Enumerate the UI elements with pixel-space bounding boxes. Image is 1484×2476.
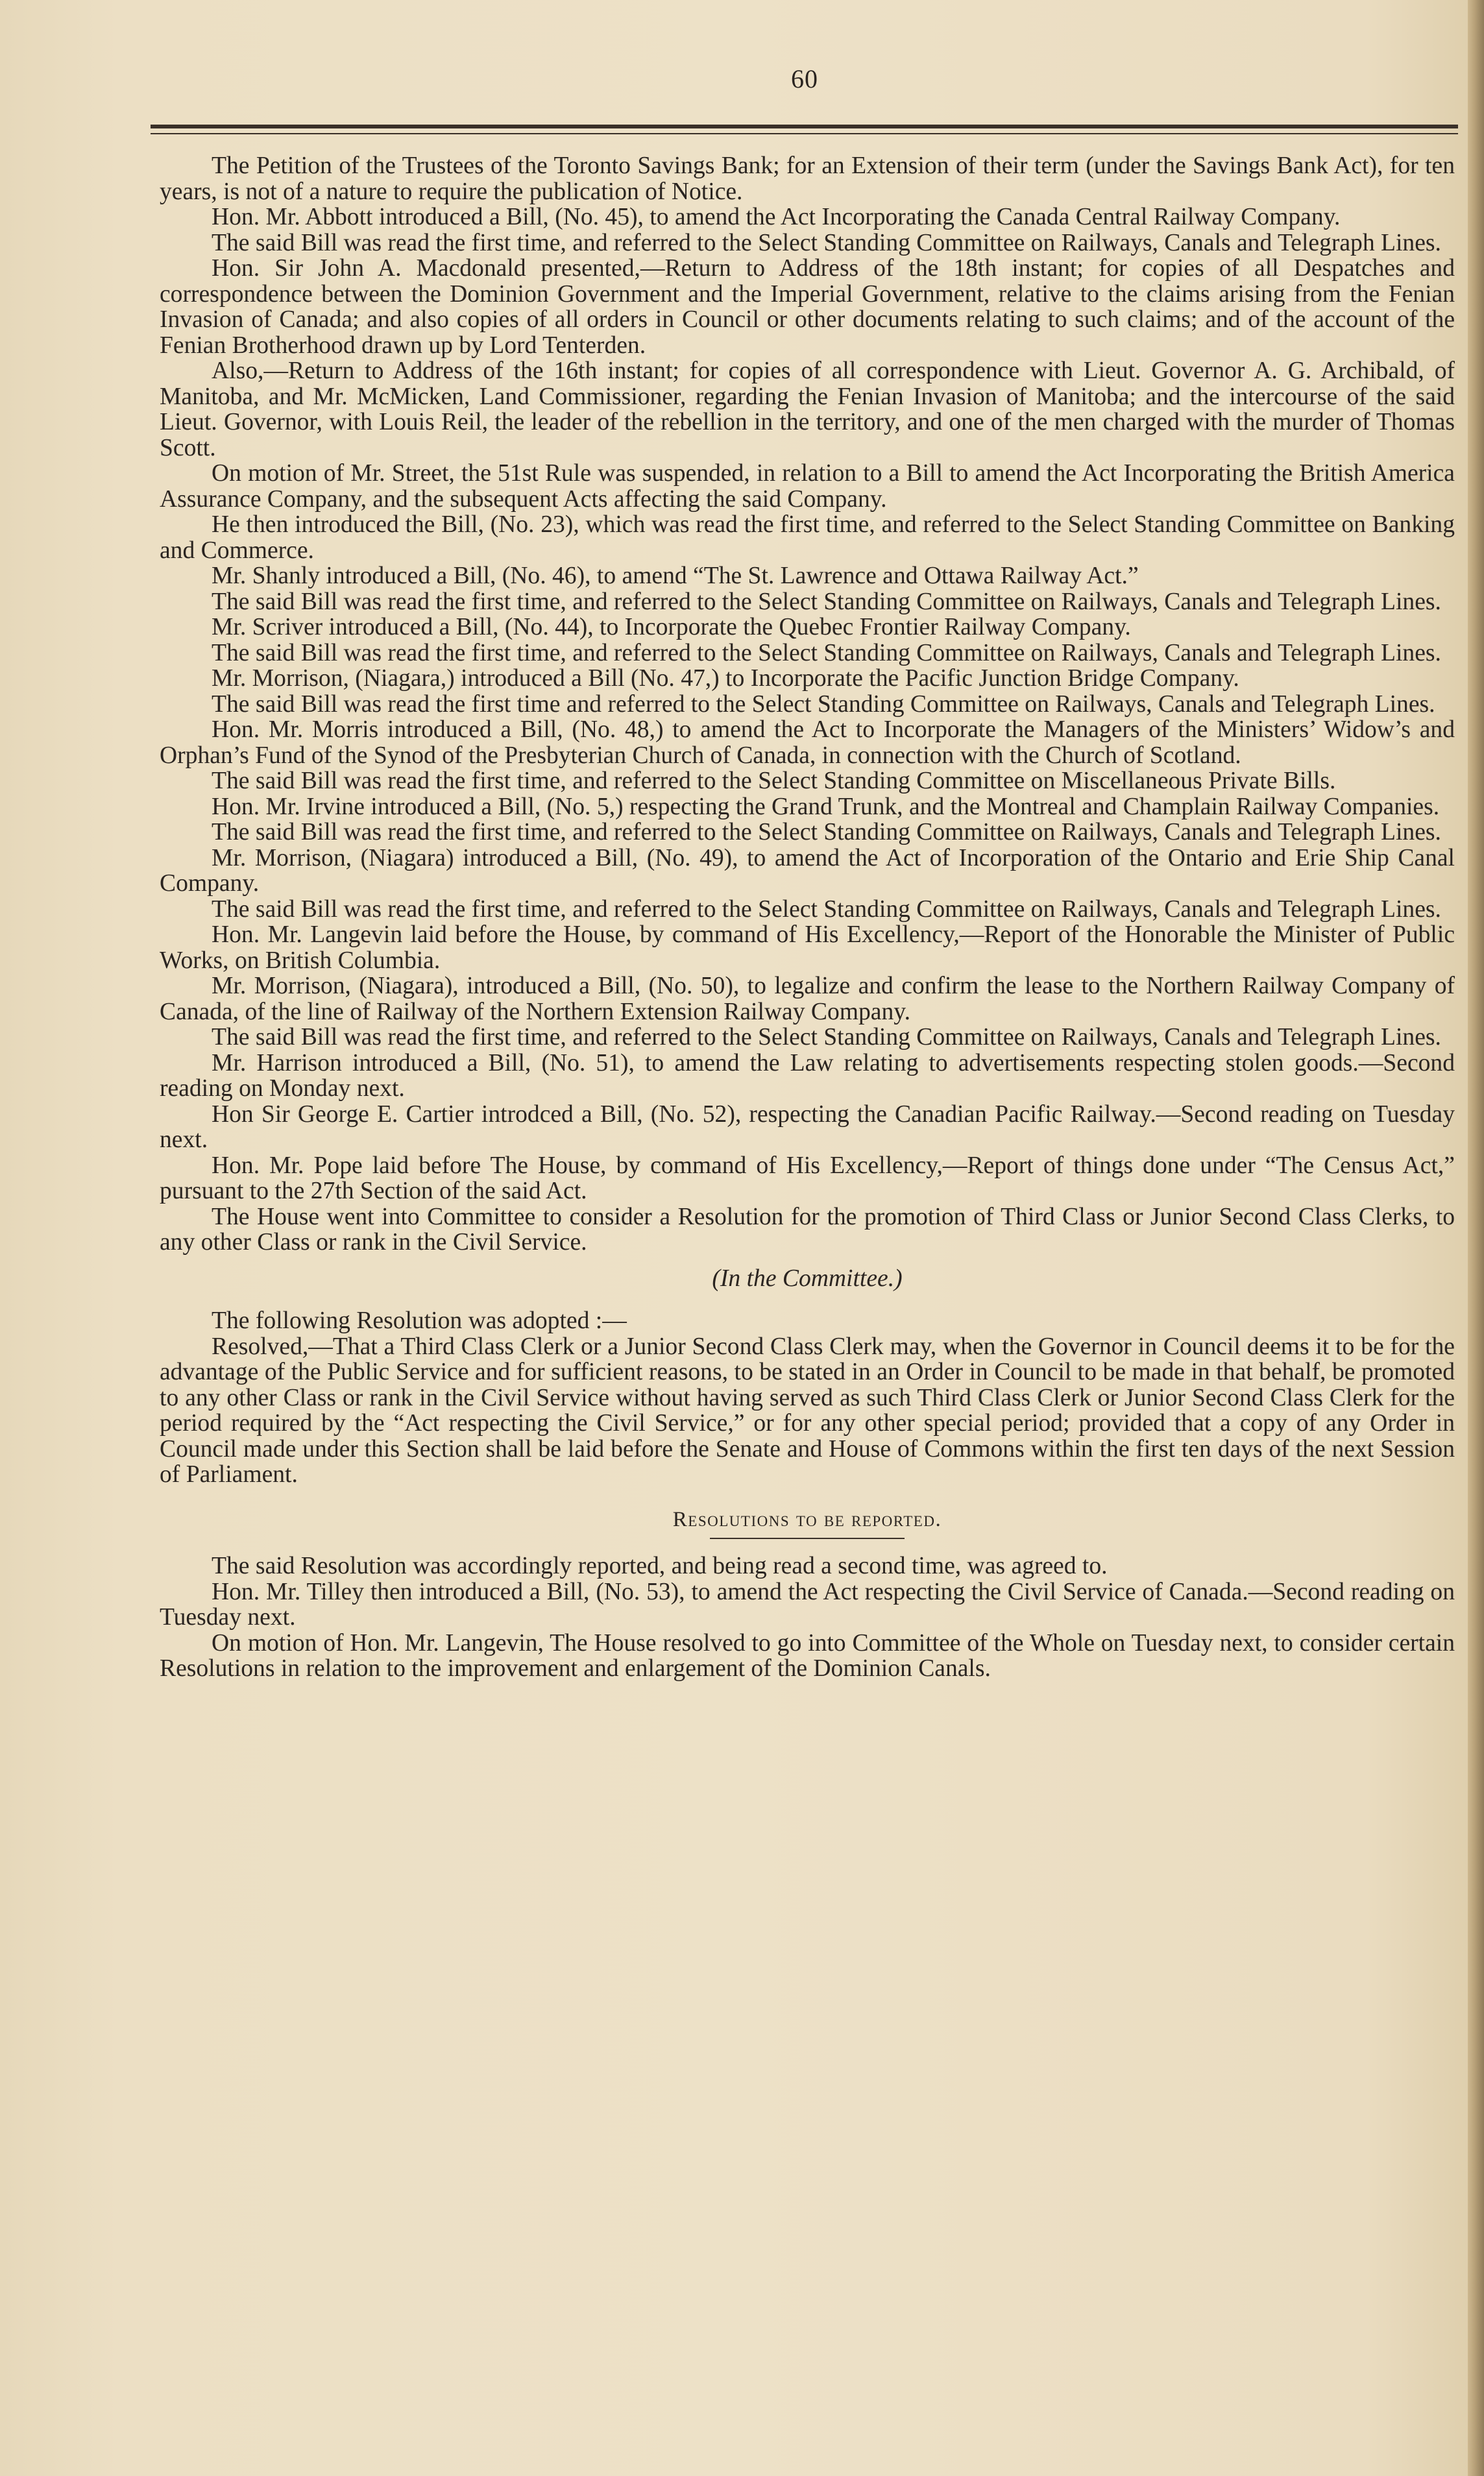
paragraph: The House went into Committee to consider a Resolution for the promotion of Third Class or Junior Second Class Clerks, to any other Class or rank in the Civil Service. <box>160 1203 1455 1256</box>
paragraph: Mr. Morrison, (Niagara) introduced a Bill, (No. 49), to amend the Act of Incorporation of the Ontario and Erie Ship Canal Company. <box>160 844 1455 897</box>
paragraph: The following Resolution was adopted :— <box>212 1307 627 1334</box>
paragraph: Hon. Mr. Pope laid before The House, by command of His Excellency,—Report of things done under “The Census Act,” pursuant to the 27th Section of the said Act. <box>160 1152 1455 1204</box>
page-binding-edge <box>1468 0 1484 2476</box>
paragraph: Also,—Return to Address of the 16th instant; for copies of all correspondence with Lieut. Governor A. G. Archibald, of Manitoba, and Mr. McMicken, Land Commissioner, regarding the Fenian Invasion of Manitoba; and the intercourse of the said Lieut. Governor, with Louis Reil, the leader of the rebellion in the territory, and one of the men charged with the murder of Thomas Scott. <box>160 358 1455 461</box>
paragraph: Hon. Mr. Abbott introduced a Bill, (No. 45), to amend the Act Incorporating the Canada Central Railway Company. <box>212 204 1341 230</box>
resolutions-heading: Resolutions to be reported. <box>672 1507 942 1531</box>
paragraph: Mr. Harrison introduced a Bill, (No. 51), to amend the Law relating to advertisements respecting stolen goods.—Second reading on Monday next. <box>160 1049 1455 1102</box>
paragraph: The said Bill was read the first time, and referred to the Select Standing Committee on Railways, Canals and Telegraph Lines. <box>212 588 1441 615</box>
page-number: 60 <box>791 64 818 93</box>
paragraph: Hon. Mr. Irvine introduced a Bill, (No. 5,) respecting the Grand Trunk, and the Montreal and Champlain Railway Companies. <box>212 793 1440 820</box>
paragraph: The said Bill was read the first time, and referred to the Select Standing Committee on Railways, Canals and Telegraph Lines. <box>212 639 1441 666</box>
paragraph: Mr. Morrison, (Niagara), introduced a Bill, (No. 50), to legalize and confirm the lease to the Northern Railway Company of Canada, of the line of Railway of the Northern Extension Railway Company. <box>160 973 1455 1025</box>
header-rule-thick <box>151 125 1458 128</box>
paragraph: The said Bill was read the first time, and referred to the Select Standing Committee on Railways, Canals and Telegraph Lines. <box>212 229 1441 256</box>
paragraph: Mr. Scriver introduced a Bill, (No. 44), to Incorporate the Quebec Frontier Railway Company. <box>212 614 1131 640</box>
paragraph: Hon Sir George E. Cartier introdced a Bill, (No. 52), respecting the Canadian Pacific Railway.—Second reading on Tuesday next. <box>160 1100 1455 1153</box>
paragraph: The said Bill was read the first time, and referred to the Select Standing Committee on Railways, Canals and Telegraph Lines. <box>212 819 1441 845</box>
paragraph: The said Resolution was accordingly reported, and being read a second time, was agreed to. <box>212 1553 1108 1579</box>
section-divider <box>710 1538 905 1539</box>
body-text <box>160 153 1455 1682</box>
paragraph: The said Bill was read the first time and referred to the Select Standing Committee on Railways, Canals and Telegraph Lines. <box>212 690 1435 718</box>
paragraph: Hon. Sir John A. Macdonald presented,—Return to Address of the 18th instant; for copies of all Despatches and correspondence between the Dominion Government and the Imperial Government, relative to the claims arising from the Fenian Invasion of Canada; and also copies of all orders in Council or other documents relating to such claims; and of the account of the Fenian Brotherhood drawn up by Lord Tenterden. <box>160 255 1455 359</box>
paragraph: Hon. Mr. Langevin laid before the House, by command of His Excellency,—Report of the Honorable the Minister of Public Works, on British Columbia. <box>160 921 1455 974</box>
paragraph: He then introduced the Bill, (No. 23), which was read the first time, and referred to the Select Standing Committee on Banking and Commerce. <box>160 511 1455 564</box>
paragraph: The said Bill was read the first time, and referred to the Select Standing Committee on Miscellaneous Private Bills. <box>212 768 1336 794</box>
paragraph: The said Bill was read the first time, and referred to the Select Standing Committee on Railways, Canals and Telegraph Lines. <box>212 895 1441 923</box>
paragraph: Hon. Mr. Tilley then introduced a Bill, (No. 53), to amend the Act respecting the Civil Service of Canada.—Second reading on Tuesday next. <box>160 1578 1455 1631</box>
resolution-paragraph: Resolved,—That a Third Class Clerk or a Junior Second Class Clerk may, when the Governor in Council deems it to be for the advantage of the Public Service and for sufficient reasons, to be stated in an Order in Council to be made in that behalf, be promoted to any other Class or rank in the Civil Service without having served as such Third Class Clerk or Junior Second Class Clerk for the period required by the “Act respecting the Civil Service,” or for any other special period; provided that a copy of any Order in Council made under this Section shall be laid before the Senate and House of Commons within the first ten days of the next Session of Parliament. <box>160 1333 1455 1488</box>
paragraph: The said Bill was read the first time, and referred to the Select Standing Committee on Railways, Canals and Telegraph Lines. <box>212 1024 1441 1050</box>
paragraph: Mr. Morrison, (Niagara,) introduced a Bill (No. 47,) to Incorporate the Pacific Junction Bridge Company. <box>212 665 1239 692</box>
committee-heading: (In the Committee.) <box>712 1265 903 1292</box>
paragraph: On motion of Mr. Street, the 51st Rule was suspended, in relation to a Bill to amend the Act Incorporating the British America Assurance Company, and the subsequent Acts affecting the said Company. <box>160 460 1455 513</box>
paragraph: The Petition of the Trustees of the Toronto Savings Bank; for an Extension of their term (under the Savings Bank Act), for ten years, is not of a nature to require the publication of Notice. <box>160 152 1455 205</box>
header-rule-thin <box>151 133 1458 134</box>
paragraph: Mr. Shanly introduced a Bill, (No. 46), to amend “The St. Lawrence and Ottawa Railway Act.” <box>212 563 1139 589</box>
paragraph: Hon. Mr. Morris introduced a Bill, (No. 48,) to amend the Act to Incorporate the Managers of the Ministers’ Widow’s and Orphan’s Fund of the Synod of the Presbyterian Church of Canada, in connection with the Church of Scotland. <box>160 716 1455 769</box>
paragraph: On motion of Hon. Mr. Langevin, The House resolved to go into Committee of the Whole on Tuesday next, to consider certain Resolutions in relation to the improvement and enlargement of the Dominion Canals. <box>160 1629 1455 1682</box>
